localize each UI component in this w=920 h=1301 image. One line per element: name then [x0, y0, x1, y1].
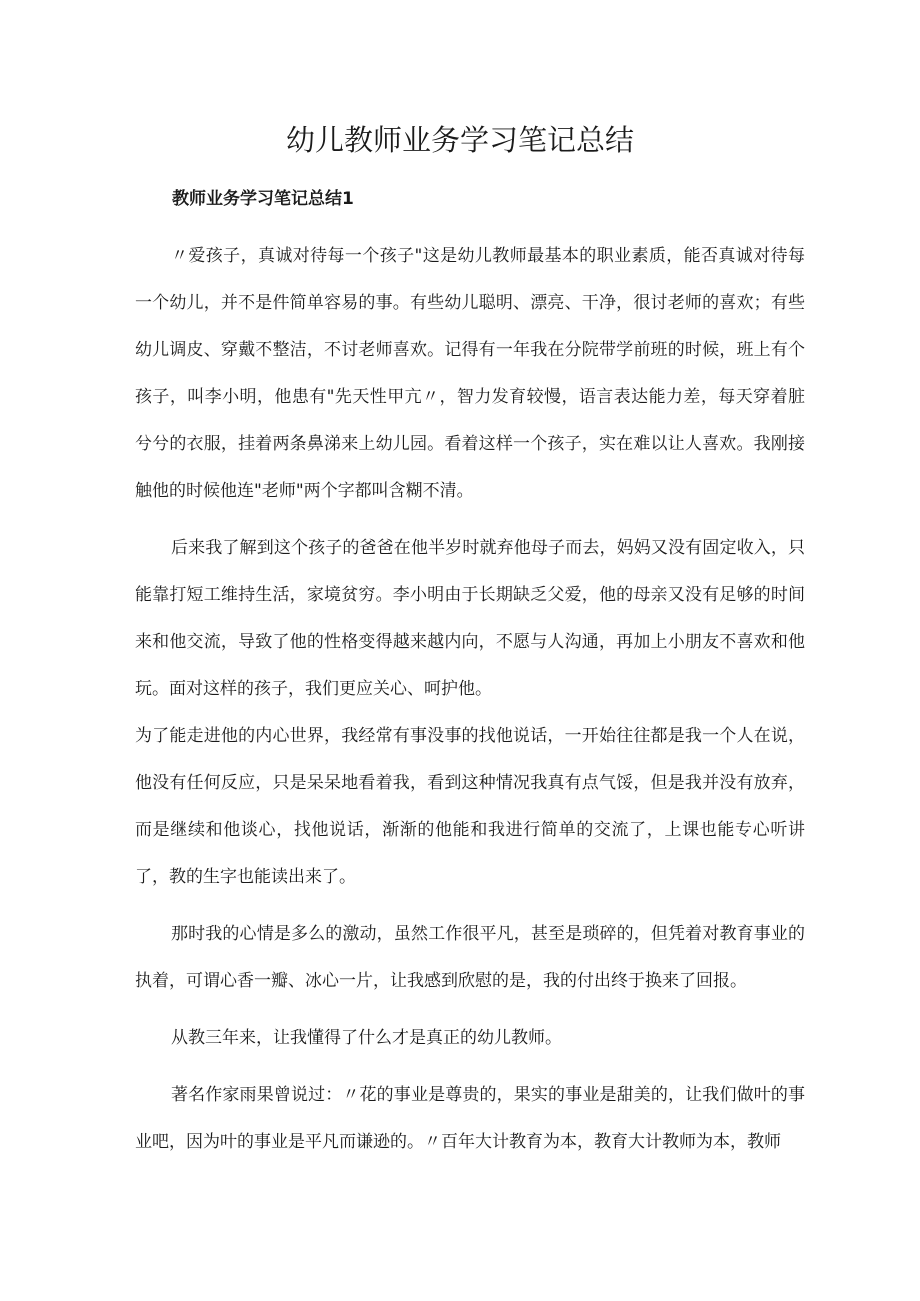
section-heading: 教师业务学习笔记总结1: [172, 189, 354, 209]
paragraph-4: 那时我的心情是多么的激动，虽然工作很平凡，甚至是琐碎的，但凭着对教育事业的执着，可谓心香一瓣、冰心一片，让我感到欣慰的是，我的付出终于换来了回报。: [135, 924, 805, 991]
document-title: 幼儿教师业务学习笔记总结: [285, 123, 634, 157]
paragraph-1: 〃爱孩子，真诚对待每一个孩子"这是幼儿教师最基本的职业素质，能否真诚对待每一个幼儿，并不是件简单容易的事。有些幼儿聪明、漂亮、干净，很讨老师的喜欢；有些幼儿调皮、穿戴不整洁，不讨老师喜欢。记得有一年我在分院带学前班的时候，班上有个孩子，叫李小明，他患有"先天性甲亢〃，智力发育较慢，语言表达能力差，每天穿着脏兮兮的衣服，挂着两条鼻涕来上幼儿园。看着这样一个孩子，实在难以让人喜欢。我刚接触他的时候他连"老师"两个字都叫含糊不清。: [135, 246, 805, 501]
paragraph-5: 从教三年来，让我懂得了什么才是真正的幼儿教师。: [171, 1028, 562, 1048]
paragraph-6: 著名作家雨果曾说过：〃花的事业是尊贵的，果实的事业是甜美的，让我们做叶的事业吧，因为叶的事业是平凡而谦逊的。〃百年大计教育为本，教育大计教师为本，教师: [135, 1085, 805, 1152]
paragraph-2: 后来我了解到这个孩子的爸爸在他半岁时就弃他母子而去，妈妈又没有固定收入，只能靠打短工维持生活，家境贫穷。李小明由于长期缺乏父爱，他的母亲又没有足够的时间来和他交流，导致了他的性格变得越来越内向，不愿与人沟通，再加上小朋友不喜欢和他玩。面对这样的孩子，我们更应关心、呵护他。: [135, 538, 805, 699]
paragraph-3: 为了能走进他的内心世界，我经常有事没事的找他说话，一开始往往都是我一个人在说，他没有任何反应，只是呆呆地看着我，看到这种情况我真有点气馁，但是我并没有放弃，而是继续和他谈心，找他说话，渐渐的他能和我进行简单的交流了，上课也能专心听讲了，教的生字也能读出来了。: [135, 726, 805, 887]
document-body: [135, 233, 805, 1176]
